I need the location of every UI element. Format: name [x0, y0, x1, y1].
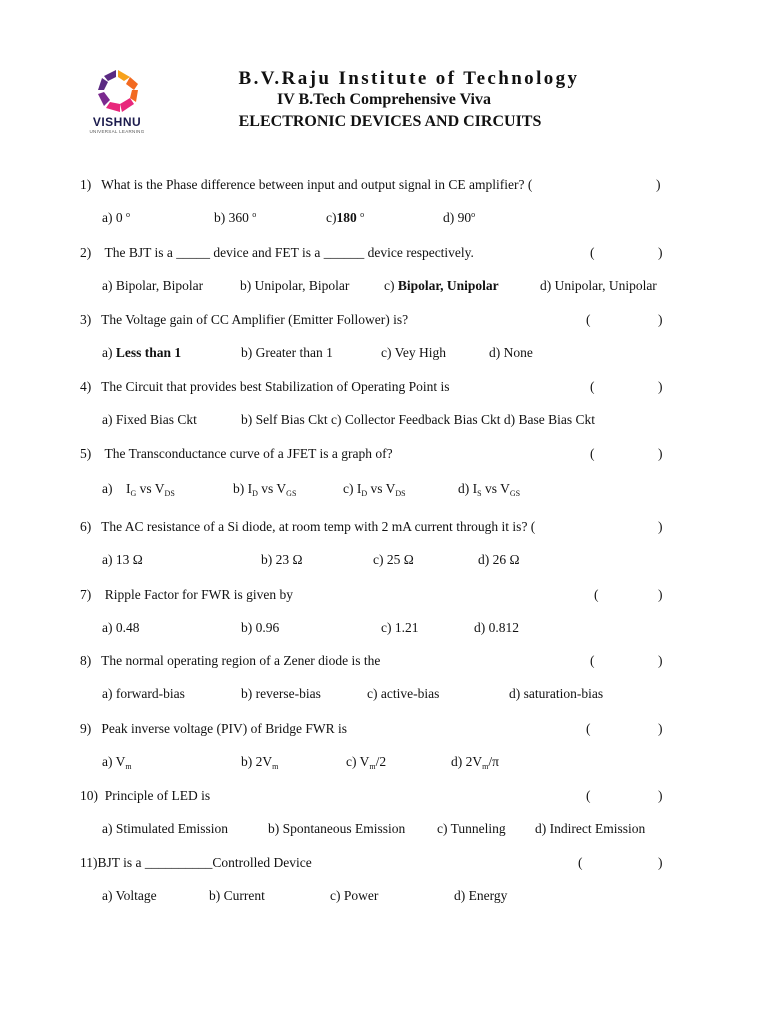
question-5	[80, 446, 393, 462]
question-4	[80, 379, 449, 395]
answer-close-paren: )	[658, 379, 663, 394]
option-b: b) 360 $^o$	[214, 210, 257, 225]
option-d: d) 0.812	[474, 620, 519, 635]
option-a: a) 0 $^o$	[102, 210, 130, 225]
question-10	[80, 788, 210, 804]
option-d: d) 90$^o$	[443, 210, 476, 225]
question-number: 6)	[80, 519, 92, 534]
option-a: a) Fixed Bias Ckt	[102, 412, 197, 427]
answer-open-paren: (	[590, 245, 595, 260]
option-a: a) Voltage	[102, 888, 157, 903]
option-d: d) $I_S$ vs $V_{GS}$	[458, 481, 521, 498]
option-a: a) Less than 1	[102, 345, 182, 360]
answer-open-paren: (	[590, 379, 595, 394]
question-number: 11)	[80, 855, 98, 870]
option-b: b) Unipolar, Bipolar	[240, 278, 350, 293]
exam-title: IV B.Tech Comprehensive Viva	[277, 91, 491, 108]
question-text: The Transconductance curve of a JFET is a graph of?	[104, 446, 393, 461]
option-b: b) $I_D$ vs $V_{GS}$	[233, 481, 297, 498]
option-b: b) Greater than 1	[241, 345, 333, 360]
answer-close-paren: )	[658, 855, 663, 870]
question-11	[80, 855, 312, 871]
question-text: The Voltage gain of CC Amplifier (Emitter Follower) is?	[101, 312, 409, 327]
question-number: 8)	[80, 653, 92, 668]
question-text: Ripple Factor for FWR is given by	[104, 587, 293, 602]
option-c: c) 1.21	[381, 620, 419, 635]
option-b: b) reverse-bias	[241, 686, 321, 701]
option-d: d) Energy	[454, 888, 508, 903]
option-a: a) $V_m$	[102, 754, 132, 771]
answer-close-paren: )	[658, 653, 663, 668]
option-b: b) 0.96	[241, 620, 280, 635]
option-b: b) 23 Ω	[261, 552, 303, 567]
subject-title: ELECTRONIC DEVICES AND CIRCUITS	[238, 113, 542, 130]
option-c: c) Bipolar, Unipolar	[384, 278, 499, 293]
question-text: BJT is a __________Controlled Device	[97, 855, 312, 870]
question-number: 4)	[80, 379, 92, 394]
option-c: c) Power	[330, 888, 379, 903]
answer-close-paren: )	[658, 721, 663, 736]
option-c: c) active-bias	[367, 686, 440, 701]
question-number: 3)	[80, 312, 92, 327]
answer-close-paren: )	[656, 177, 661, 192]
option-a: a) 13 Ω	[102, 552, 143, 567]
option-a: a) 0.48	[102, 620, 140, 635]
question-9	[80, 721, 347, 737]
option-a: a) Stimulated Emission	[102, 821, 228, 836]
option-d: d) Unipolar, Unipolar	[540, 278, 657, 293]
question-text: The AC resistance of a Si diode, at room temp with 2 mA current through it is? (	[101, 519, 536, 534]
answer-open-paren: (	[594, 587, 599, 602]
question-number: 1)	[80, 177, 92, 192]
logo-tagline: UNIVERSAL LEARNING	[89, 129, 145, 134]
answer-close-paren: )	[658, 587, 663, 602]
option-c: c)180 $^o$	[326, 210, 365, 225]
option-c: c) 25 Ω	[373, 552, 414, 567]
option-c: c) Vey High	[381, 345, 446, 360]
question-3	[80, 312, 408, 328]
question-text: Peak inverse voltage (PIV) of Bridge FWR is	[101, 721, 347, 736]
option-c: c) $V_m/2$	[346, 754, 387, 771]
question-number: 2)	[80, 245, 92, 260]
option-c: c) $I_D$ vs $V_{DS}$	[343, 481, 406, 498]
question-text: The Circuit that provides best Stabilization of Operating Point is	[101, 379, 450, 394]
answer-open-paren: (	[586, 721, 591, 736]
answer-close-paren: )	[658, 519, 663, 534]
question-7	[80, 587, 293, 603]
option-d: d) saturation-bias	[509, 686, 604, 701]
institute-title: B.V.Raju Institute of Technology	[238, 68, 580, 89]
answer-close-paren: )	[658, 312, 663, 327]
answer-open-paren: (	[586, 788, 591, 803]
question-8	[80, 653, 380, 669]
question-text: Principle of LED is	[104, 788, 211, 803]
answer-open-paren: (	[578, 855, 583, 870]
option-d: d) None	[489, 345, 533, 360]
option-a: a) forward-bias	[102, 686, 185, 701]
question-text: The normal operating region of a Zener diode is the	[101, 653, 381, 668]
option-b: b) $2V_m$	[241, 754, 279, 771]
answer-close-paren: )	[658, 788, 663, 803]
answer-open-paren: (	[590, 446, 595, 461]
option-b: b) Current	[209, 888, 265, 903]
question-number: 5)	[80, 446, 92, 461]
question-number: 9)	[80, 721, 92, 736]
question-text: The BJT is a _____ device and FET is a ______ device respectively.	[104, 245, 474, 260]
question-2	[80, 245, 474, 261]
option-d: d) $2V_m/\pi$	[451, 754, 499, 771]
answer-close-paren: )	[658, 446, 663, 461]
question-1	[80, 177, 532, 193]
option-b: b) Self Bias Ckt c) Collector Feedback Bias Ckt d) Base Bias Ckt	[241, 412, 595, 427]
answer-open-paren: (	[590, 653, 595, 668]
option-d: d) Indirect Emission	[535, 821, 646, 836]
question-text: What is the Phase difference between input and output signal in CE amplifier? (	[101, 177, 533, 192]
option-a: a) Bipolar, Bipolar	[102, 278, 204, 293]
answer-open-paren: (	[586, 312, 591, 327]
question-number: 7)	[80, 587, 92, 602]
question-number: 10)	[80, 788, 98, 803]
answer-close-paren: )	[658, 245, 663, 260]
option-c: c) Tunneling	[437, 821, 506, 836]
option-a: a) $I_G$ vs $V_{DS}$	[102, 481, 175, 498]
option-d: d) 26 Ω	[478, 552, 520, 567]
logo-text: VISHNU	[92, 115, 142, 129]
option-b: b) Spontaneous Emission	[268, 821, 406, 836]
question-6	[80, 519, 535, 535]
